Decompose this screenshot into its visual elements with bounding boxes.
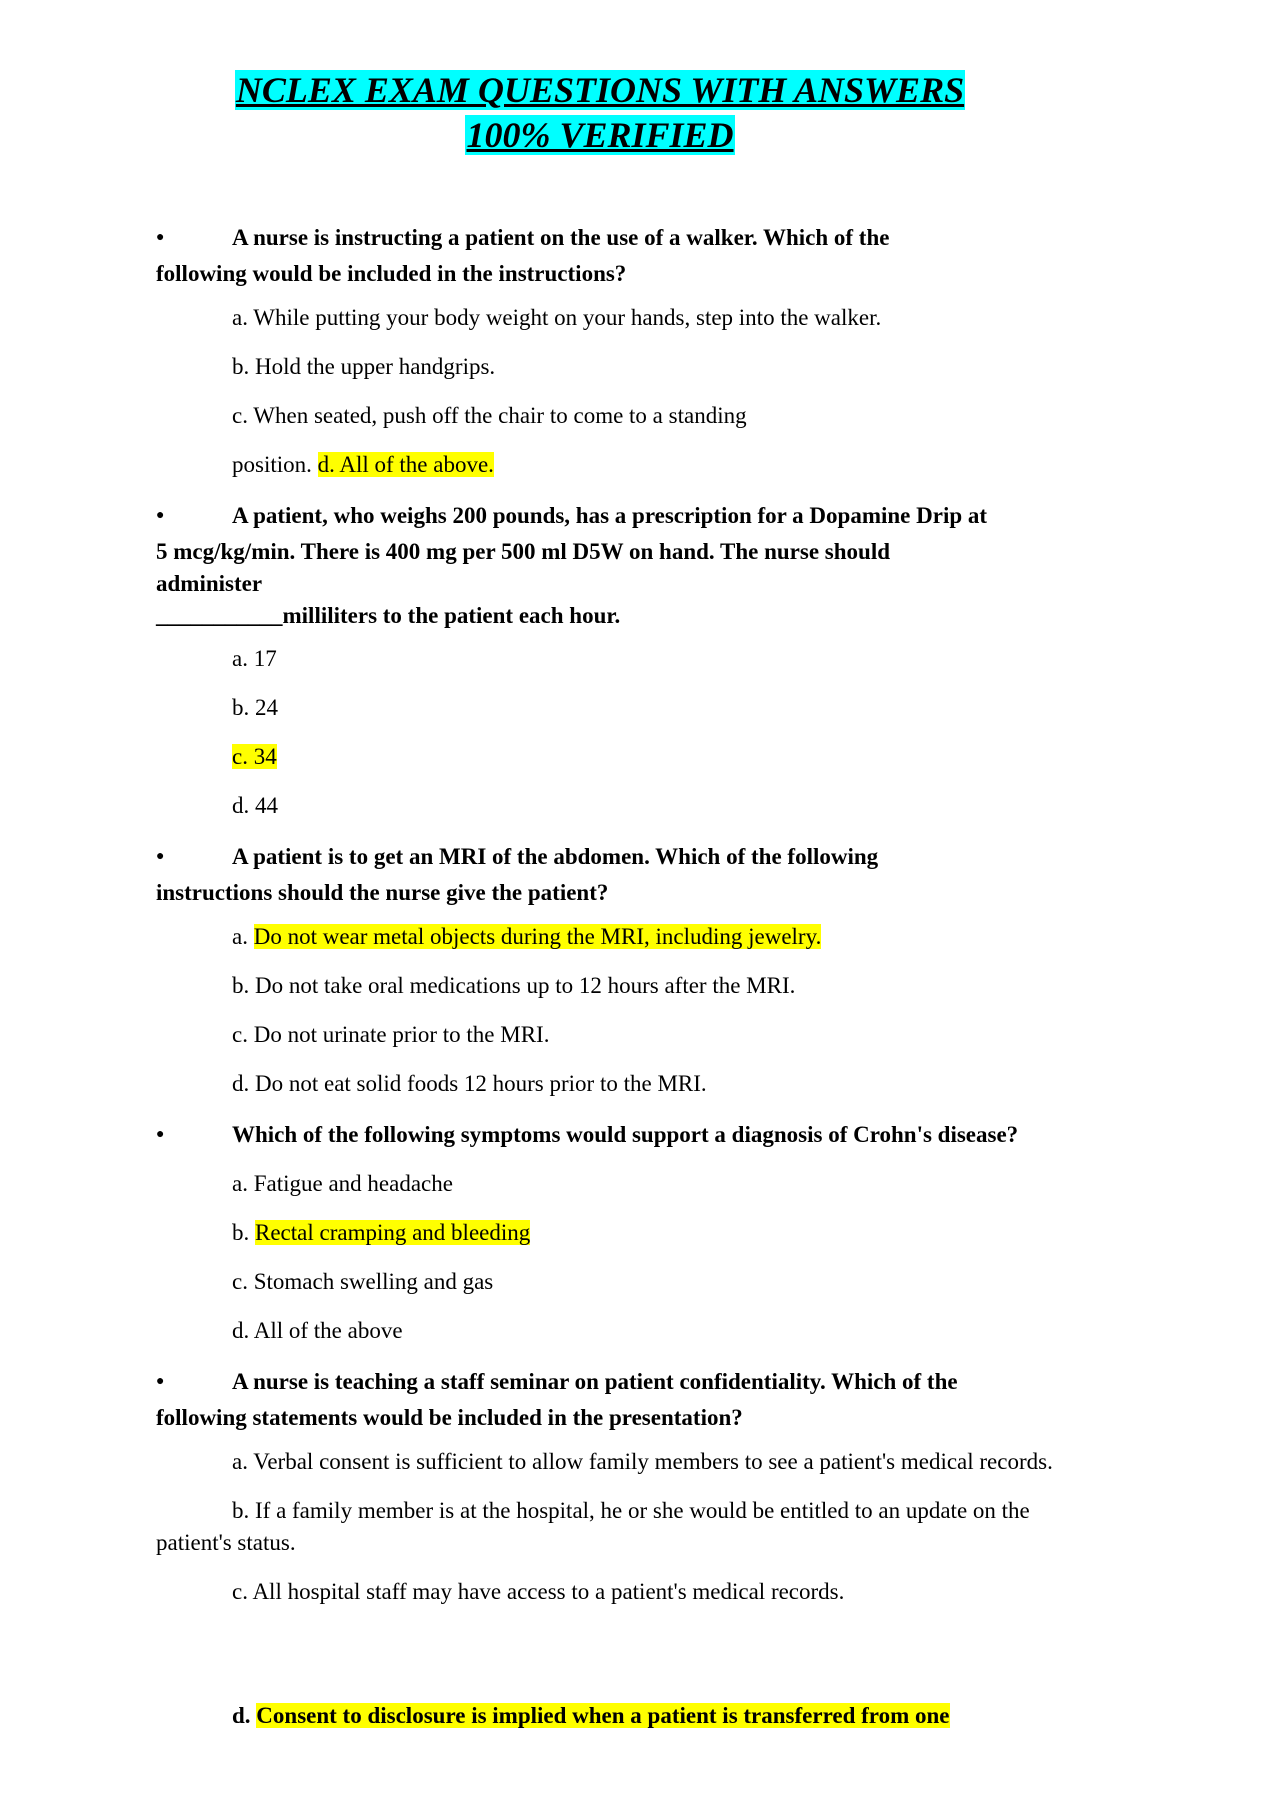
question-text: A nurse is teaching a staff seminar on patient confidentiality. Which of the	[232, 1369, 958, 1394]
option-d: d. 44	[232, 793, 278, 818]
question-text: following statements would be included in the presentation?	[156, 1405, 743, 1430]
option-label: b.	[232, 1220, 255, 1245]
option-text: patient's status.	[156, 1530, 296, 1555]
question-3	[156, 841, 1176, 909]
question-text: A patient is to get an MRI of the abdomen. Which of the following	[232, 844, 879, 869]
question-text: 5 mcg/kg/min. There is 400 mg per 500 ml D5W on hand. The nurse should	[156, 539, 891, 564]
question-text: instructions should the nurse give the patient?	[156, 880, 609, 905]
option-d	[232, 1700, 950, 1732]
option-a: a. Verbal consent is sufficient to allow family members to see a patient's medical records.	[232, 1449, 1053, 1474]
question-text: following would be included in the instructions?	[156, 261, 627, 286]
bullet-icon	[156, 1367, 232, 1402]
option-text: b. If a family member is at the hospital, he or she would be entitled to an update on the	[232, 1498, 1030, 1523]
option-label: a.	[232, 924, 254, 949]
option-c: c. All hospital staff may have access to a patient's medical records.	[232, 1579, 845, 1604]
correct-answer: Rectal cramping and bleeding	[255, 1220, 531, 1245]
option-c	[232, 741, 277, 773]
document-title-line1	[0, 70, 1200, 110]
correct-answer: c. 34	[232, 744, 277, 769]
option-c: c. When seated, push off the chair to come to a standing	[232, 403, 747, 428]
question-4	[156, 1119, 1176, 1155]
option-d: d. Do not eat solid foods 12 hours prior to the MRI.	[232, 1071, 707, 1096]
option-b: b. 24	[232, 695, 278, 720]
question-text: administer	[156, 571, 263, 596]
option-a: a. Fatigue and headache	[232, 1171, 453, 1196]
option-text: position.	[232, 452, 318, 477]
question-2	[156, 500, 1176, 632]
option-label: d.	[232, 1703, 257, 1728]
title-text-1: NCLEX EXAM QUESTIONS WITH ANSWERS	[235, 70, 965, 110]
option-a: a. While putting your body weight on your hands, step into the walker.	[232, 305, 882, 330]
question-text: Which of the following symptoms would support a diagnosis of Crohn's disease?	[232, 1122, 1019, 1147]
option-a: a. 17	[232, 646, 277, 671]
option-c: c. Do not urinate prior to the MRI.	[232, 1022, 550, 1047]
option-b: b. Hold the upper handgrips.	[232, 354, 496, 379]
question-text: ___________milliliters to the patient each hour.	[156, 603, 621, 628]
option-b: b. Do not take oral medications up to 12 hours after the MRI.	[232, 973, 796, 998]
question-1	[156, 222, 1176, 290]
option-b	[232, 1217, 530, 1249]
option-c: c. Stomach swelling and gas	[232, 1269, 494, 1294]
document-title-line2	[0, 115, 1200, 155]
option-c-continued	[232, 449, 494, 481]
option-d: d. All of the above	[232, 1318, 403, 1343]
bullet-icon	[156, 842, 232, 877]
title-text-2: 100% VERIFIED	[466, 115, 734, 155]
correct-answer: Consent to disclosure is implied when a patient is transferred from one	[256, 1703, 950, 1728]
question-text: A nurse is instructing a patient on the use of a walker. Which of the	[232, 225, 890, 250]
bullet-icon	[156, 1120, 232, 1155]
bullet-icon	[156, 223, 232, 258]
question-5	[156, 1366, 1176, 1434]
question-text: A patient, who weighs 200 pounds, has a prescription for a Dopamine Drip at	[232, 503, 988, 528]
correct-answer: Do not wear metal objects during the MRI, including jewelry.	[253, 924, 822, 949]
option-b	[156, 1495, 1176, 1559]
option-a	[232, 921, 821, 953]
correct-answer: d. All of the above.	[317, 452, 494, 477]
bullet-icon	[156, 501, 232, 536]
